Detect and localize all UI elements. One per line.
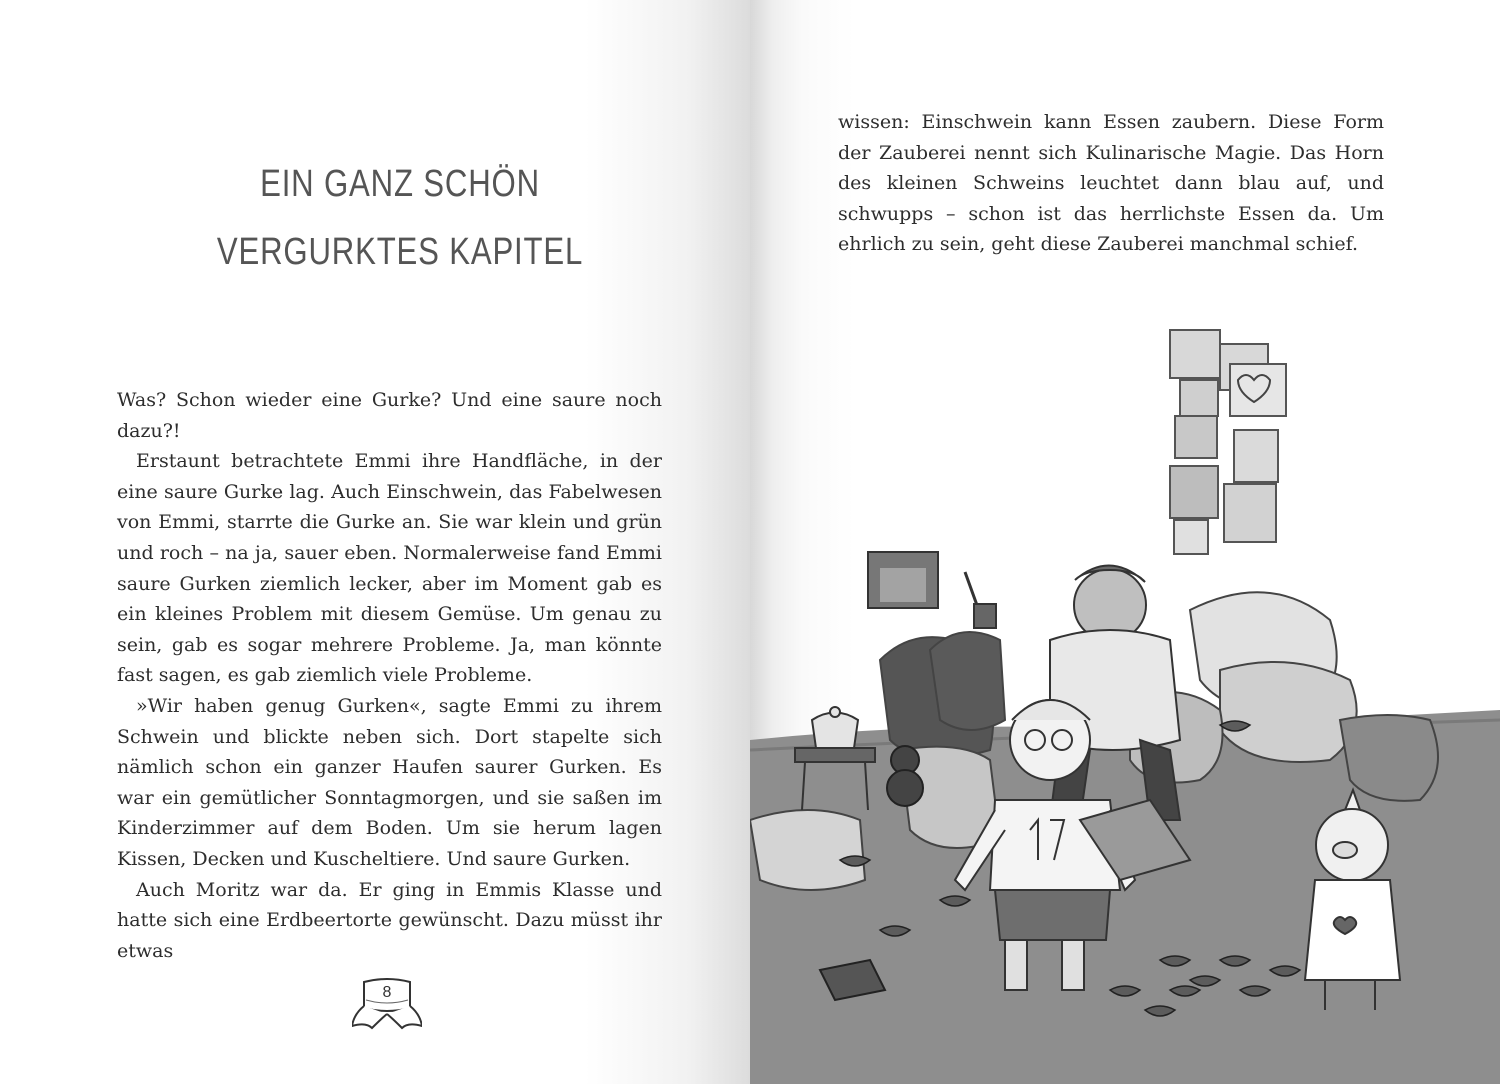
page-number: 8 <box>382 984 392 1001</box>
illustration-drawing <box>750 320 1500 1084</box>
paragraph: Auch Moritz war da. Er ging in Emmis Klasse und hatte sich eine Erdbeertorte gewünscht. Dazu müsst ihr etwas <box>117 878 662 962</box>
paragraph: wissen: Einschwein kann Essen zaubern. Diese Form der Zauberei nennt sich Kulinarische Magie. Das Horn des kleinen Schweins leuchtet dann blau auf, und schwupps – schon ist das herrlichste Essen da. Um ehrlich zu sein, geht diese Zauberei manchmal schief. <box>838 111 1384 256</box>
paragraph: »Wir haben genug Gurken«, sagte Emmi zu ihrem Schwein und blickte neben sich. Dort stapelte sich nämlich schon ein ganzer Haufen saurer Gurken. Es war ein gemütlicher Sonntagmorgen, und sie saßen im Kinderzimmer auf dem Boden. Um sie herum lagen Kissen, Decken und Kuscheltiere. Und saure Gurken. <box>117 694 662 870</box>
paragraph: Erstaunt betrachtete Emmi ihre Handfläche, in der eine saure Gurke lag. Auch Einschwein, das Fabelwesen von Emmi, starrte die Gurke an. Sie war klein und grün und roch – na ja, sauer eben. Normalerweise fand Emmi saure Gurken ziemlich lecker, aber im Moment gab es ein kleines Problem mit diesem Gemüse. Um genau zu sein, gab es sogar mehrere Probleme. Ja, man könnte fast sagen, es gab ziemlich viele Probleme. <box>117 450 662 687</box>
children-room-illustration <box>750 320 1500 1084</box>
chapter-title-line-2: VERGURKTES KAPITEL <box>216 231 584 273</box>
chapter-title-line-1: EIN GANZ SCHÖN <box>260 163 540 205</box>
left-body-text <box>117 385 662 966</box>
paragraph: Was? Schon wieder eine Gurke? Und eine saure noch dazu?! <box>117 389 662 442</box>
right-body-text <box>838 107 1384 260</box>
chapter-title <box>195 150 605 286</box>
page-number-banner <box>352 978 422 1040</box>
